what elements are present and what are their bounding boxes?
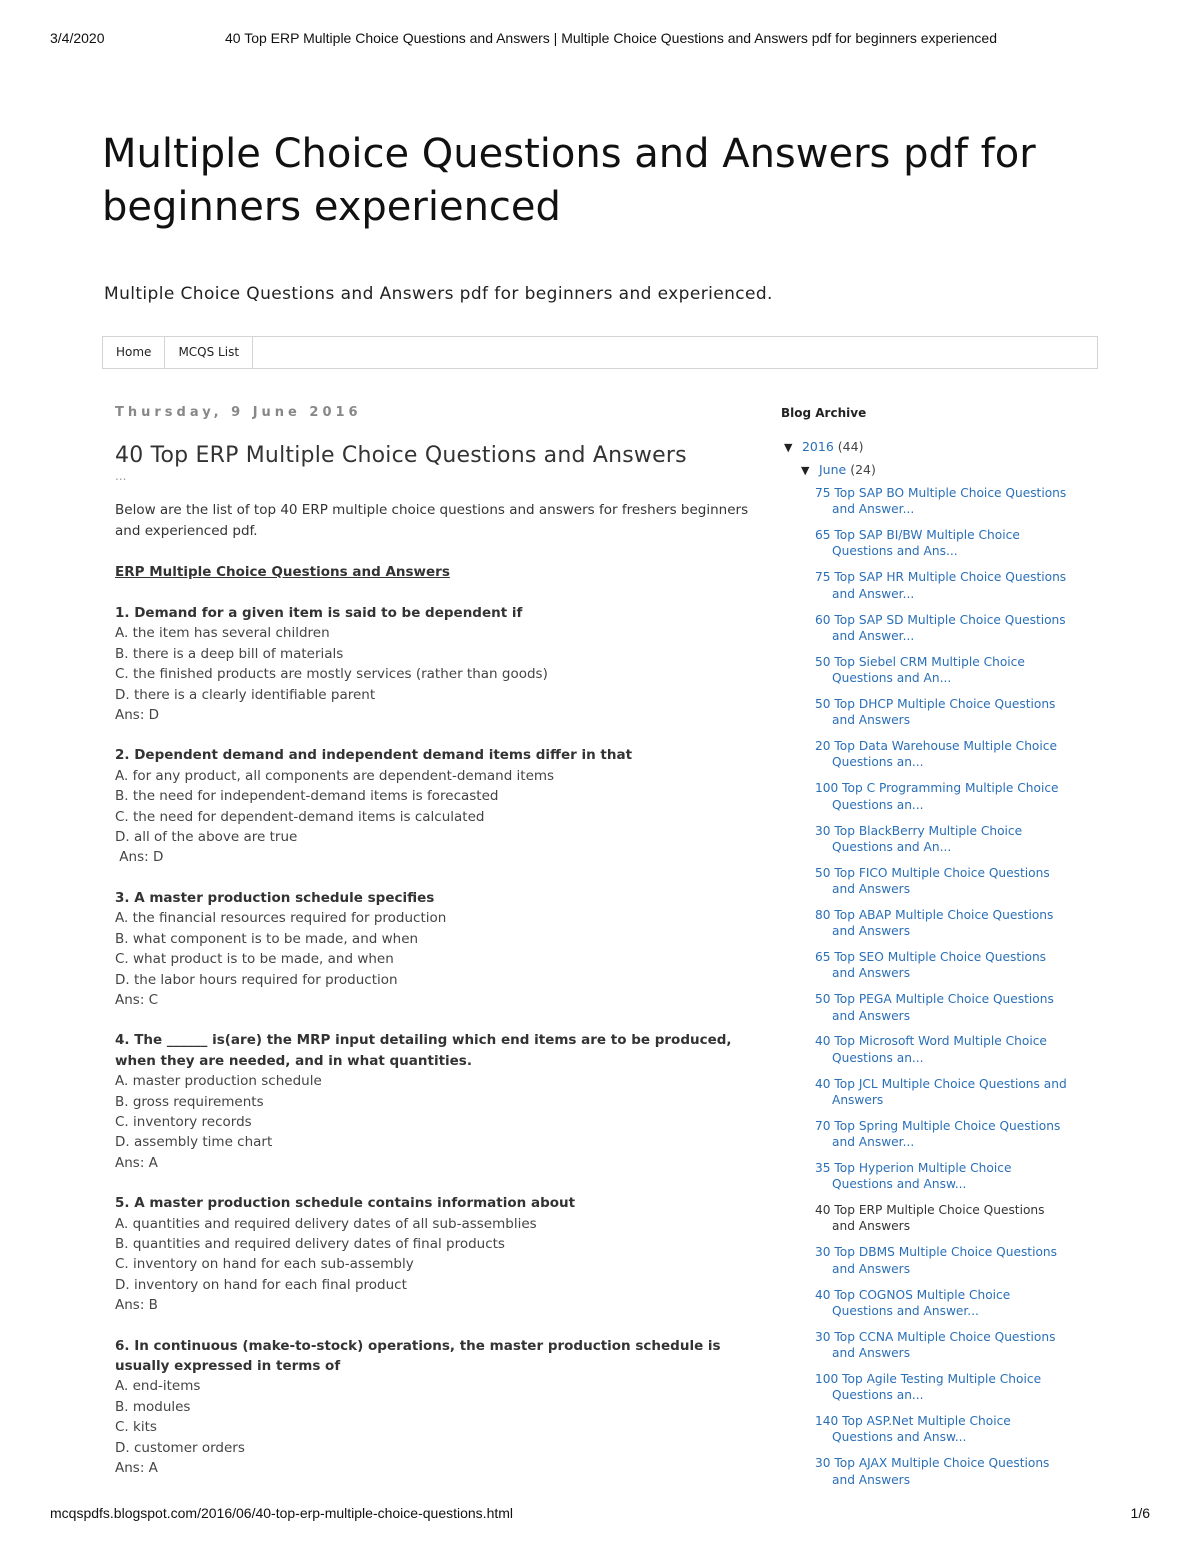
answer-option: B. gross requirements — [115, 1093, 264, 1110]
question-block — [115, 1336, 755, 1479]
answer-option: B. modules — [115, 1398, 191, 1415]
archive-month-row — [781, 461, 1081, 480]
question-block — [115, 888, 755, 1010]
archive-post-link[interactable]: 60 Top SAP SD Multiple Choice Questions and Answer... — [815, 612, 1066, 643]
answer-option: C. the need for dependent-demand items is calculated — [115, 808, 485, 825]
print-footer — [50, 1505, 1150, 1525]
question-text: 3. A master production schedule specifies — [115, 889, 435, 906]
question-block — [115, 1030, 755, 1173]
answer-option: B. there is a deep bill of materials — [115, 645, 344, 662]
answer-option: D. there is a clearly identifiable parent — [115, 686, 376, 703]
tab-home[interactable]: Home — [103, 337, 165, 368]
post-title: 40 Top ERP Multiple Choice Questions and Answers — [115, 443, 687, 468]
answer-option: C. the finished products are mostly services (rather than goods) — [115, 666, 548, 683]
answer-option: A. master production schedule — [115, 1073, 322, 1090]
question-text: 1. Demand for a given item is said to be dependent if — [115, 605, 523, 621]
archive-post-link[interactable]: 50 Top Siebel CRM Multiple Choice Questions and An... — [815, 654, 1025, 686]
sidebar-blog-archive — [781, 406, 1081, 1498]
answer-option: C. what product is to be made, and when — [115, 951, 394, 968]
archive-month-count: (24) — [850, 462, 876, 477]
answer-option: D. assembly time chart — [115, 1134, 273, 1151]
blog-description: Multiple Choice Questions and Answers pdf for beginners and experienced. — [104, 284, 773, 304]
archive-post-link[interactable]: 40 Top COGNOS Multiple Choice Questions and Answer... — [815, 1287, 1011, 1318]
question-block — [115, 1193, 755, 1315]
archive-post-link[interactable]: 100 Top Agile Testing Multiple Choice Questions an... — [815, 1371, 1042, 1403]
archive-post-link[interactable]: 50 Top PEGA Multiple Choice Questions and Answers — [815, 992, 1054, 1023]
answer-option: A. end-items — [115, 1378, 201, 1395]
print-date: 3/4/2020 — [50, 30, 105, 46]
archive-post-list — [781, 485, 1081, 1498]
answer-option: B. what component is to be made, and when — [115, 930, 419, 947]
section-heading: ERP Multiple Choice Questions and Answers — [115, 564, 450, 580]
answer-option: B. the need for independent-demand items is forecasted — [115, 788, 499, 805]
answer-key: Ans: A — [115, 1154, 158, 1171]
answer-key: Ans: B — [115, 1297, 158, 1314]
print-header — [50, 30, 1150, 50]
archive-post-link[interactable]: 30 Top CCNA Multiple Choice Questions and Answers — [815, 1329, 1056, 1361]
archive-post-link[interactable]: 80 Top ABAP Multiple Choice Questions and Answers — [815, 907, 1054, 939]
post-intro: Below are the list of top 40 ERP multiple choice questions and answers for freshers beginners and experienced pdf. — [115, 502, 749, 539]
answer-option: B. quantities and required delivery dates of final products — [115, 1235, 505, 1252]
archive-post-link[interactable]: 75 Top SAP BO Multiple Choice Questions and Answer... — [815, 486, 1067, 517]
question-text: 4. The ______ is(are) the MRP input detailing which end items are to be produced, when they are needed, and in what quantities. — [115, 1032, 732, 1069]
answer-option: C. kits — [115, 1419, 157, 1436]
archive-post-link[interactable]: 70 Top Spring Multiple Choice Questions and Answer... — [815, 1118, 1061, 1150]
archive-post-link[interactable]: 140 Top ASP.Net Multiple Choice Questions and Answ... — [815, 1414, 1011, 1445]
question-text: 6. In continuous (make-to-stock) operations, the master production schedule is usually expressed in terms of — [115, 1337, 721, 1374]
print-document-title: 40 Top ERP Multiple Choice Questions and Answers | Multiple Choice Questions and Answers pdf for beginners experienced — [225, 30, 997, 46]
archive-post-link[interactable]: 20 Top Data Warehouse Multiple Choice Questions an... — [815, 739, 1057, 770]
archive-post-link[interactable]: 50 Top DHCP Multiple Choice Questions and Answers — [815, 696, 1056, 728]
archive-post-current: 40 Top ERP Multiple Choice Questions and Answers — [815, 1203, 1045, 1234]
collapse-triangle-icon[interactable]: ▼ — [784, 441, 793, 454]
question-text: 5. A master production schedule contains information about — [115, 1195, 576, 1212]
answer-option: D. customer orders — [115, 1439, 245, 1456]
archive-post-link[interactable]: 40 Top JCL Multiple Choice Questions and Answers — [815, 1076, 1067, 1107]
answer-option: A. for any product, all components are dependent-demand items — [115, 767, 555, 784]
archive-year-count: (44) — [837, 439, 864, 454]
answer-option: D. inventory on hand for each final product — [115, 1276, 407, 1293]
question-block — [115, 745, 755, 867]
archive-post-link[interactable]: 75 Top SAP HR Multiple Choice Questions and Answer... — [815, 570, 1067, 601]
answer-option: A. the item has several children — [115, 625, 330, 642]
archive-post-link[interactable]: 65 Top SEO Multiple Choice Questions and Answers — [815, 950, 1047, 981]
archive-heading: Blog Archive — [781, 406, 867, 420]
answer-key: Ans: D — [115, 707, 160, 724]
answer-option: C. inventory records — [115, 1113, 252, 1130]
answer-option: A. quantities and required delivery dates of all sub-assemblies — [115, 1215, 537, 1232]
archive-post-link[interactable]: 35 Top Hyperion Multiple Choice Questions and Answ... — [815, 1161, 1012, 1192]
archive-post-link[interactable]: 30 Top BlackBerry Multiple Choice Questions and An... — [815, 823, 1023, 854]
answer-option: D. the labor hours required for production — [115, 971, 398, 988]
archive-post-link[interactable]: 50 Top FICO Multiple Choice Questions and Answers — [815, 865, 1050, 896]
post-date: Thursday, 9 June 2016 — [115, 405, 362, 420]
archive-post-link[interactable]: 100 Top C Programming Multiple Choice Questions an... — [815, 781, 1059, 812]
archive-year-link[interactable]: 2016 — [801, 439, 834, 454]
page-url: mcqspdfs.blogspot.com/2016/06/40-top-erp-multiple-choice-questions.html — [50, 1505, 514, 1521]
post-ellipsis: ... — [115, 469, 127, 483]
archive-post-link[interactable]: 30 Top AJAX Multiple Choice Questions and Answers — [815, 1456, 1050, 1487]
answer-option: D. all of the above are true — [115, 829, 298, 846]
archive-post-link[interactable]: 65 Top SAP BI/BW Multiple Choice Questions and Ans... — [815, 528, 1020, 559]
blog-title[interactable]: Multiple Choice Questions and Answers pdf for beginners experienced — [102, 131, 1036, 230]
question-block — [115, 603, 755, 725]
post-main — [115, 405, 755, 1498]
question-text: 2. Dependent demand and independent demand items differ in that — [115, 747, 633, 764]
answer-option: A. the financial resources required for production — [115, 910, 447, 927]
answer-key: Ans: D — [115, 849, 164, 866]
collapse-triangle-icon[interactable]: ▼ — [801, 464, 810, 477]
answer-key: Ans: A — [115, 1460, 158, 1477]
archive-post-link[interactable]: 30 Top DBMS Multiple Choice Questions and Answers — [815, 1245, 1057, 1276]
page-tabs — [102, 336, 1098, 369]
tab-mcqs-list[interactable]: MCQS List — [165, 337, 253, 368]
archive-year-row — [781, 438, 1081, 457]
archive-post-link[interactable]: 40 Top Microsoft Word Multiple Choice Questions an... — [815, 1034, 1047, 1065]
page-number: 1/6 — [1130, 1505, 1150, 1521]
question-list — [115, 603, 755, 1478]
answer-option: C. inventory on hand for each sub-assembly — [115, 1256, 414, 1273]
answer-key: Ans: C — [115, 991, 159, 1008]
archive-month-link[interactable]: June — [818, 462, 847, 477]
